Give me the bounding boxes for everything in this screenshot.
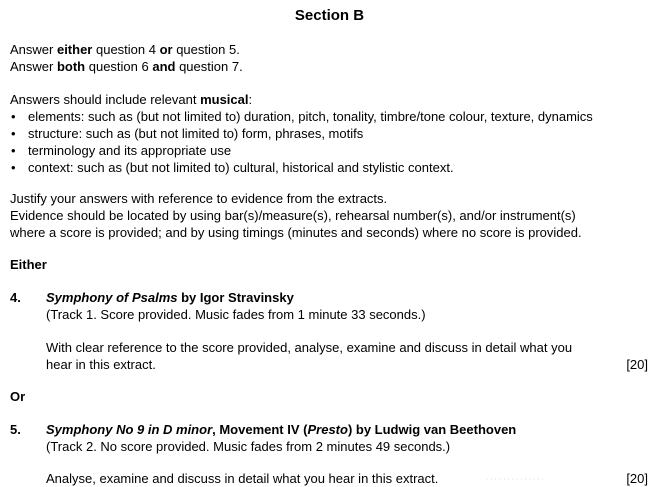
emphasis: musical (200, 92, 249, 107)
question-5-prompt: Analyse, examine and discuss in detail what you hear in this extract. (46, 471, 439, 486)
emphasis: either (56, 42, 93, 57)
criteria-list (10, 108, 593, 176)
question-4-track: (Track 1. Score provided. Music fades from 1 minute 33 seconds.) (46, 307, 426, 322)
text: Answer (10, 59, 57, 74)
text: : (248, 92, 253, 107)
text: question 7. (175, 59, 243, 74)
composer: by Igor Stravinsky (177, 290, 294, 305)
criteria-item: • structure: such as (but not limited to) form, phrases, motifs (10, 125, 593, 142)
criteria-item: • context: such as (but not limited to) cultural, historical and stylistic context. (10, 159, 593, 176)
criteria-item: • elements: such as (but not limited to) duration, pitch, tonality, timbre/tone colour, texture, dynamics (10, 108, 593, 125)
tempo-marking: Presto (307, 422, 348, 437)
text: question 4 (92, 42, 160, 57)
text: Answers should include relevant (10, 92, 201, 107)
question-4-marks: [20] (626, 357, 648, 372)
either-label: Either (10, 257, 47, 272)
justify-line-2: Evidence should be located by using bar(s)/measure(s), rehearsal number(s), and/or instrument(s) (10, 208, 576, 223)
question-4-title (46, 289, 294, 306)
or-label: Or (10, 389, 26, 404)
composer: ) by Ludwig van Beethoven (347, 422, 517, 437)
emphasis: and (152, 59, 176, 74)
criteria-intro (10, 91, 252, 108)
question-4-prompt-line-2: hear in this extract. (46, 357, 156, 372)
question-4-prompt-line-1: With clear reference to the score provided, analyse, examine and discuss in detail what you (46, 340, 573, 355)
text: question 5. (172, 42, 240, 57)
text: question 6 (85, 59, 153, 74)
section-title: Section B (294, 7, 365, 24)
question-5-title (46, 421, 516, 438)
work-title: Symphony No 9 in D minor (46, 422, 213, 437)
justify-line-3: where a score is provided; and by using timings (minutes and seconds) where no score is provided. (10, 225, 582, 240)
question-5-track: (Track 2. No score provided. Music fades from 2 minutes 49 seconds.) (46, 439, 451, 454)
text: Answer (10, 42, 57, 57)
instruction-line-2 (10, 58, 243, 75)
justify-line-1: Justify your answers with reference to evidence from the extracts. (10, 191, 388, 206)
text: , Movement IV ( (212, 422, 308, 437)
question-5-marks: [20] (626, 471, 648, 486)
criteria-item: • terminology and its appropriate use (10, 142, 593, 159)
emphasis: both (56, 59, 86, 74)
question-4-number: 4. (10, 290, 21, 305)
emphasis: or (159, 42, 173, 57)
faint-overlay-text: · · · · · · · · · · · · · · (486, 476, 544, 483)
instruction-line-1 (10, 41, 240, 58)
question-5-number: 5. (10, 422, 21, 437)
work-title: Symphony of Psalms (46, 290, 178, 305)
